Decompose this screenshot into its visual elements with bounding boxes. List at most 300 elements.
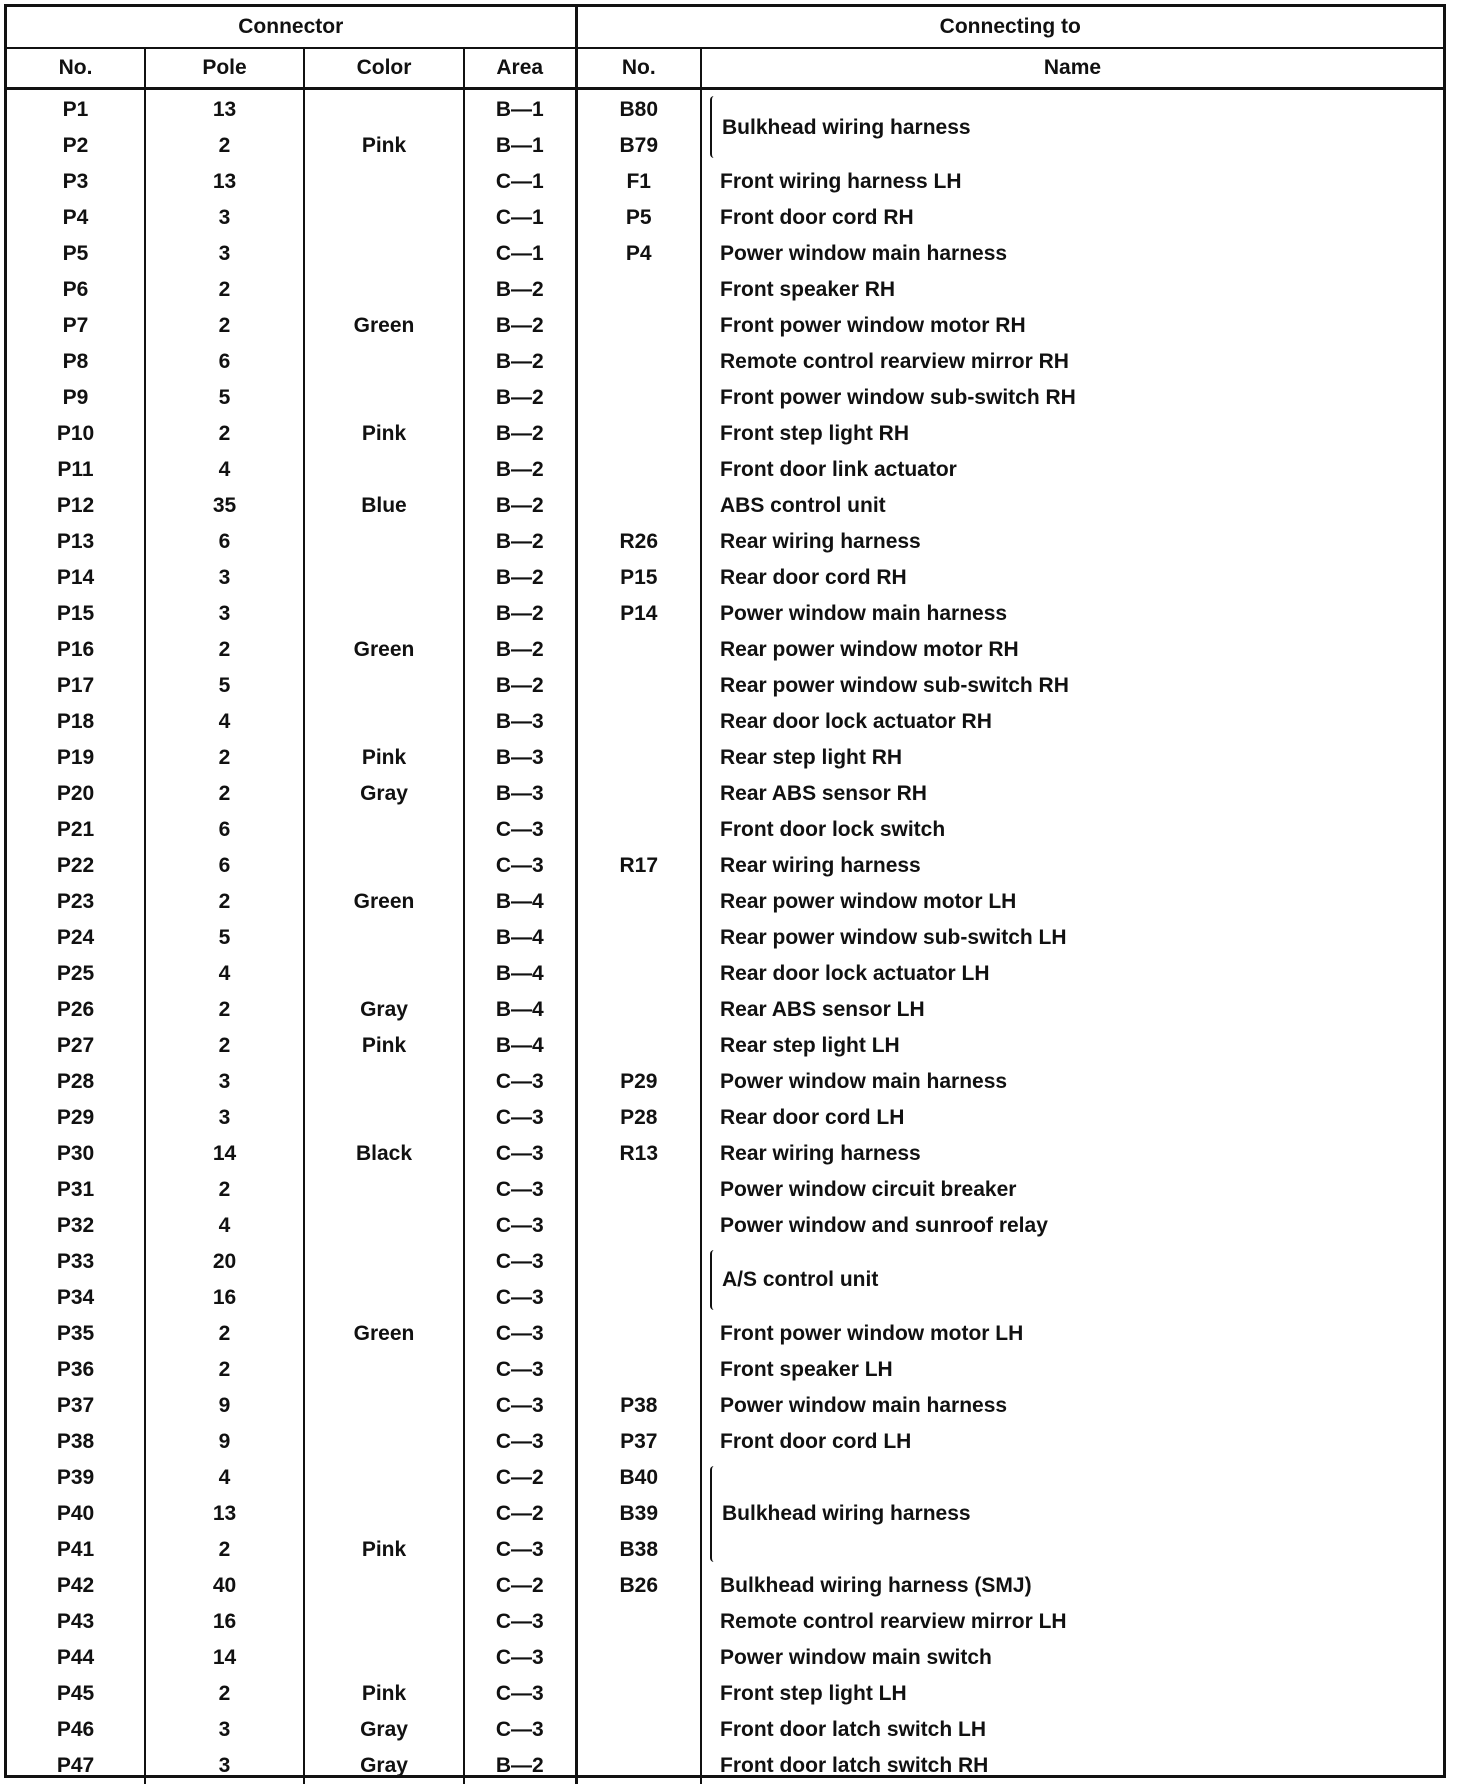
cell-color (304, 89, 464, 129)
cell-connector-no: P6 (62, 278, 89, 301)
cell-name: Front power window motor LH (701, 1316, 1443, 1352)
cell-area: C—3 (464, 1316, 576, 1352)
cell-name: Front speaker RH (701, 272, 1443, 308)
cell-name: Rear ABS sensor RH (701, 776, 1443, 812)
cell-color: Pink (304, 1676, 464, 1712)
cell-to-no (576, 740, 701, 776)
cell-pole: 14 (145, 1136, 304, 1172)
cell-connector-no: P23 (56, 890, 95, 913)
cell-name: Front door link actuator (701, 452, 1443, 488)
cell-name: Front door lock switch (701, 812, 1443, 848)
cell-color: Green (304, 632, 464, 668)
cell-pole: 13 (145, 1496, 304, 1532)
cell-connector-no: P38 (56, 1430, 95, 1453)
cell-pole: 3 (145, 596, 304, 632)
cell-color (304, 1352, 464, 1388)
table-body (7, 89, 1443, 1784)
cell-connector-no: P11 (57, 458, 94, 481)
cell-color (304, 1172, 464, 1208)
cell-name: Front power window sub-switch RH (701, 380, 1443, 416)
cell-pole: 2 (145, 1028, 304, 1064)
col-header-color: Color (304, 48, 464, 89)
cell-area: C—3 (464, 1640, 576, 1676)
cell-name: Rear ABS sensor LH (701, 992, 1443, 1028)
table-row (7, 344, 1443, 380)
cell-connector-no: P30 (56, 1142, 95, 1165)
cell-to-no: B26 (576, 1568, 701, 1604)
cell-name: Front door cord LH (701, 1424, 1443, 1460)
cell-connector-no: P35 (56, 1322, 95, 1345)
group-header-connector: Connector (7, 7, 576, 48)
cell-connector-no: P9 (62, 386, 89, 409)
cell-connector-no: P31 (56, 1178, 95, 1201)
cell-pole: 2 (145, 740, 304, 776)
cell-pole: 2 (145, 1352, 304, 1388)
cell-to-no: R17 (576, 848, 701, 884)
cell-area: C—3 (464, 1136, 576, 1172)
cell-color (304, 920, 464, 956)
cell-area: C—3 (464, 1064, 576, 1100)
cell-color (304, 704, 464, 740)
cell-connector-no: P33 (56, 1250, 95, 1273)
cell-color (304, 668, 464, 704)
table-row (7, 992, 1443, 1028)
cell-connector-no: P41 (56, 1538, 95, 1561)
cell-name: Rear step light RH (701, 740, 1443, 776)
cell-to-no (576, 992, 701, 1028)
cell-pole: 5 (145, 920, 304, 956)
cell-connector-no: P5 (62, 242, 89, 265)
cell-color: Gray (304, 1712, 464, 1748)
cell-pole: 5 (145, 668, 304, 704)
cell-connector-no: P36 (56, 1358, 95, 1381)
cell-color (304, 524, 464, 560)
cell-area: B—2 (464, 596, 576, 632)
cell-pole: 4 (145, 704, 304, 740)
cell-connector-no: P25 (56, 962, 95, 985)
cell-area: C—1 (464, 164, 576, 200)
col-header-no: No. (7, 48, 145, 89)
cell-connector-no: P17 (56, 674, 95, 697)
cell-to-no (576, 1244, 701, 1280)
cell-name: Rear step light LH (701, 1028, 1443, 1064)
table-row (7, 416, 1443, 452)
table-row (7, 1244, 1443, 1280)
table-row (7, 1064, 1443, 1100)
table-row (7, 596, 1443, 632)
cell-area: B—2 (464, 488, 576, 524)
cell-color (304, 1064, 464, 1100)
cell-color (304, 812, 464, 848)
cell-connector-no: P47 (56, 1754, 95, 1777)
cell-pole: 4 (145, 452, 304, 488)
cell-pole: 4 (145, 1460, 304, 1496)
cell-name: Rear power window sub-switch LH (701, 920, 1443, 956)
connector-table-sheet (4, 4, 1446, 1778)
cell-color (304, 560, 464, 596)
table-row (7, 488, 1443, 524)
cell-pole: 3 (145, 200, 304, 236)
table-row (7, 1748, 1443, 1784)
group-name-label: Bulkhead wiring harness (722, 116, 971, 139)
cell-pole: 3 (145, 1748, 304, 1784)
cell-area: B—2 (464, 1748, 576, 1784)
cell-pole: 2 (145, 776, 304, 812)
cell-area: C—3 (464, 1424, 576, 1460)
cell-area: B—1 (464, 128, 576, 164)
table-row (7, 1604, 1443, 1640)
cell-name: Rear door cord LH (701, 1100, 1443, 1136)
cell-pole: 6 (145, 524, 304, 560)
cell-pole: 2 (145, 1316, 304, 1352)
cell-to-no (576, 1712, 701, 1748)
cell-name: Power window main harness (701, 1388, 1443, 1424)
cell-to-no: P5 (576, 200, 701, 236)
cell-name: Power window main harness (701, 236, 1443, 272)
cell-color (304, 1604, 464, 1640)
cell-color: Blue (304, 488, 464, 524)
cell-name: Power window main harness (701, 1064, 1443, 1100)
cell-area: C—3 (464, 1100, 576, 1136)
cell-color (304, 164, 464, 200)
table-row (7, 812, 1443, 848)
cell-to-no (576, 272, 701, 308)
cell-pole: 2 (145, 272, 304, 308)
cell-pole: 9 (145, 1388, 304, 1424)
cell-to-no: P4 (576, 236, 701, 272)
cell-pole: 2 (145, 884, 304, 920)
col-header-pole: Pole (145, 48, 304, 89)
cell-to-no: P37 (576, 1424, 701, 1460)
cell-pole: 13 (145, 164, 304, 200)
cell-pole: 4 (145, 956, 304, 992)
cell-to-no (576, 1352, 701, 1388)
cell-to-no (576, 956, 701, 992)
cell-area: C—3 (464, 1388, 576, 1424)
cell-name: Front door latch switch LH (701, 1712, 1443, 1748)
cell-to-no (576, 668, 701, 704)
cell-color: Green (304, 1316, 464, 1352)
table-row (7, 740, 1443, 776)
cell-color: Gray (304, 992, 464, 1028)
table-row (7, 1172, 1443, 1208)
cell-connector-no: P28 (56, 1070, 95, 1093)
table-row (7, 524, 1443, 560)
cell-connector-no: P29 (56, 1106, 95, 1129)
table-row (7, 956, 1443, 992)
cell-pole: 3 (145, 236, 304, 272)
table-row (7, 1424, 1443, 1460)
cell-connector-no: P21 (56, 818, 95, 841)
cell-pole: 2 (145, 1172, 304, 1208)
cell-connector-no: P3 (62, 170, 89, 193)
cell-area: B—2 (464, 668, 576, 704)
cell-to-no (576, 1280, 701, 1316)
cell-area: B—1 (464, 89, 576, 129)
table-row (7, 1100, 1443, 1136)
cell-to-no (576, 704, 701, 740)
cell-connector-no: P27 (56, 1034, 95, 1057)
cell-name-group (701, 1460, 1443, 1568)
col-header-to-no: No. (576, 48, 701, 89)
cell-name: Rear power window motor LH (701, 884, 1443, 920)
cell-pole: 16 (145, 1604, 304, 1640)
cell-pole: 4 (145, 1208, 304, 1244)
cell-color: Pink (304, 740, 464, 776)
cell-name: Remote control rearview mirror LH (701, 1604, 1443, 1640)
cell-pole: 6 (145, 812, 304, 848)
cell-to-no: P15 (576, 560, 701, 596)
cell-color (304, 1388, 464, 1424)
cell-area: B—2 (464, 632, 576, 668)
cell-connector-no: P18 (56, 710, 95, 733)
cell-pole: 3 (145, 1712, 304, 1748)
cell-pole: 2 (145, 632, 304, 668)
cell-pole: 2 (145, 308, 304, 344)
cell-color: Gray (304, 776, 464, 812)
cell-to-no: B80 (576, 89, 701, 129)
cell-connector-no: P34 (56, 1286, 95, 1309)
cell-name: Front door latch switch RH (701, 1748, 1443, 1784)
cell-color (304, 200, 464, 236)
cell-pole: 16 (145, 1280, 304, 1316)
cell-color (304, 1640, 464, 1676)
cell-color (304, 236, 464, 272)
cell-area: C—3 (464, 1208, 576, 1244)
cell-color (304, 1460, 464, 1496)
cell-to-no (576, 1028, 701, 1064)
cell-name: Rear wiring harness (701, 524, 1443, 560)
cell-color (304, 1244, 464, 1280)
cell-name: Power window main switch (701, 1640, 1443, 1676)
cell-connector-no: P19 (56, 746, 95, 769)
cell-area: C—3 (464, 1244, 576, 1280)
cell-to-no (576, 344, 701, 380)
cell-connector-no: P37 (56, 1394, 95, 1417)
table-row (7, 452, 1443, 488)
cell-to-no (576, 1172, 701, 1208)
cell-to-no (576, 1208, 701, 1244)
cell-to-no (576, 632, 701, 668)
cell-area: B—2 (464, 560, 576, 596)
cell-area: B—4 (464, 956, 576, 992)
cell-area: B—3 (464, 704, 576, 740)
cell-area: C—2 (464, 1568, 576, 1604)
cell-area: B—4 (464, 920, 576, 956)
cell-to-no (576, 1316, 701, 1352)
cell-connector-no: P39 (56, 1466, 95, 1489)
group-header-connecting-to: Connecting to (576, 7, 1443, 48)
cell-color (304, 848, 464, 884)
cell-color (304, 272, 464, 308)
cell-color (304, 956, 464, 992)
cell-name: Rear power window sub-switch RH (701, 668, 1443, 704)
col-header-area: Area (464, 48, 576, 89)
cell-to-no: R26 (576, 524, 701, 560)
cell-name-group (701, 1244, 1443, 1316)
table-row (7, 884, 1443, 920)
cell-pole: 5 (145, 380, 304, 416)
cell-color: Green (304, 308, 464, 344)
cell-pole: 2 (145, 416, 304, 452)
table-row (7, 1460, 1443, 1496)
cell-name: Front step light LH (701, 1676, 1443, 1712)
cell-to-no: P38 (576, 1388, 701, 1424)
table-row (7, 89, 1443, 129)
cell-name: Rear door cord RH (701, 560, 1443, 596)
table-row (7, 1028, 1443, 1064)
cell-connector-no: P24 (56, 926, 95, 949)
table-row (7, 668, 1443, 704)
table-row (7, 308, 1443, 344)
cell-area: C—1 (464, 200, 576, 236)
table-row (7, 380, 1443, 416)
cell-connector-no: P13 (56, 530, 95, 553)
cell-connector-no: P40 (56, 1502, 95, 1525)
cell-to-no (576, 920, 701, 956)
group-name-label: Bulkhead wiring harness (722, 1502, 971, 1525)
col-header-name: Name (701, 48, 1443, 89)
cell-connector-no: P22 (56, 854, 95, 877)
cell-name: Bulkhead wiring harness (SMJ) (701, 1568, 1443, 1604)
table-row (7, 1676, 1443, 1712)
cell-connector-no: P1 (62, 98, 89, 121)
cell-connector-no: P15 (56, 602, 95, 625)
cell-to-no (576, 1604, 701, 1640)
cell-color (304, 452, 464, 488)
cell-pole: 6 (145, 848, 304, 884)
cell-area: B—3 (464, 776, 576, 812)
cell-connector-no: P4 (62, 206, 89, 229)
cell-to-no: F1 (576, 164, 701, 200)
cell-connector-no: P44 (56, 1646, 95, 1669)
cell-to-no: P29 (576, 1064, 701, 1100)
cell-area: C—3 (464, 1172, 576, 1208)
cell-to-no (576, 1748, 701, 1784)
connector-table (7, 7, 1443, 1784)
table-row (7, 704, 1443, 740)
table-row (7, 1568, 1443, 1604)
cell-pole: 14 (145, 1640, 304, 1676)
bracket-mark (710, 1466, 718, 1562)
table-row (7, 200, 1443, 236)
cell-to-no (576, 488, 701, 524)
cell-pole: 3 (145, 560, 304, 596)
cell-connector-no: P20 (56, 782, 95, 805)
cell-pole: 2 (145, 1532, 304, 1568)
cell-to-no: B39 (576, 1496, 701, 1532)
cell-pole: 3 (145, 1064, 304, 1100)
cell-area: C—3 (464, 1532, 576, 1568)
cell-color: Pink (304, 1532, 464, 1568)
cell-connector-no: P12 (56, 494, 95, 517)
cell-color (304, 1100, 464, 1136)
bracket-mark (710, 96, 718, 158)
table-row (7, 1712, 1443, 1748)
cell-to-no: P14 (576, 596, 701, 632)
cell-connector-no: P42 (56, 1574, 95, 1597)
cell-connector-no: P2 (62, 134, 89, 157)
cell-connector-no: P43 (56, 1610, 95, 1633)
cell-pole: 2 (145, 128, 304, 164)
table-row (7, 1316, 1443, 1352)
cell-name: Front speaker LH (701, 1352, 1443, 1388)
cell-to-no (576, 776, 701, 812)
table-row (7, 776, 1443, 812)
table-row (7, 1208, 1443, 1244)
cell-name: Front power window motor RH (701, 308, 1443, 344)
cell-area: C—3 (464, 1604, 576, 1640)
cell-area: B—2 (464, 308, 576, 344)
cell-area: C—3 (464, 1280, 576, 1316)
cell-connector-no: P45 (56, 1682, 95, 1705)
cell-area: C—2 (464, 1460, 576, 1496)
cell-connector-no: P46 (56, 1718, 95, 1741)
cell-to-no (576, 416, 701, 452)
cell-connector-no: P16 (56, 638, 95, 661)
table-row (7, 236, 1443, 272)
cell-to-no (576, 308, 701, 344)
cell-name: Front door cord RH (701, 200, 1443, 236)
cell-area: C—3 (464, 848, 576, 884)
cell-pole: 2 (145, 992, 304, 1028)
cell-area: B—2 (464, 416, 576, 452)
cell-area: B—2 (464, 524, 576, 560)
group-name-label: A/S control unit (722, 1268, 879, 1291)
cell-name: Front step light RH (701, 416, 1443, 452)
cell-name: Rear wiring harness (701, 848, 1443, 884)
cell-color (304, 1208, 464, 1244)
cell-color (304, 1280, 464, 1316)
cell-area: B—4 (464, 1028, 576, 1064)
cell-name: Rear door lock actuator RH (701, 704, 1443, 740)
cell-area: B—2 (464, 344, 576, 380)
cell-name-group (701, 89, 1443, 165)
cell-to-no: R13 (576, 1136, 701, 1172)
cell-pole: 13 (145, 89, 304, 129)
table-row (7, 1388, 1443, 1424)
cell-to-no (576, 1640, 701, 1676)
cell-connector-no: P32 (56, 1214, 95, 1237)
bracket-mark (710, 1250, 718, 1310)
cell-color: Pink (304, 1028, 464, 1064)
cell-area: B—4 (464, 992, 576, 1028)
cell-area: C—3 (464, 812, 576, 848)
table-row (7, 1136, 1443, 1172)
cell-to-no (576, 812, 701, 848)
cell-color: Green (304, 884, 464, 920)
table-row (7, 920, 1443, 956)
cell-name: ABS control unit (701, 488, 1443, 524)
cell-area: C—3 (464, 1712, 576, 1748)
table-row (7, 560, 1443, 596)
cell-name: Power window main harness (701, 596, 1443, 632)
cell-name: Rear power window motor RH (701, 632, 1443, 668)
cell-area: B—2 (464, 380, 576, 416)
cell-area: C—3 (464, 1676, 576, 1712)
cell-color (304, 1424, 464, 1460)
cell-connector-no: P14 (56, 566, 95, 589)
cell-pole: 9 (145, 1424, 304, 1460)
cell-pole: 35 (145, 488, 304, 524)
cell-area: C—2 (464, 1496, 576, 1532)
cell-color (304, 596, 464, 632)
cell-connector-no: P7 (62, 314, 89, 337)
cell-color: Black (304, 1136, 464, 1172)
table-row (7, 1640, 1443, 1676)
cell-name: Front wiring harness LH (701, 164, 1443, 200)
cell-to-no: B79 (576, 128, 701, 164)
